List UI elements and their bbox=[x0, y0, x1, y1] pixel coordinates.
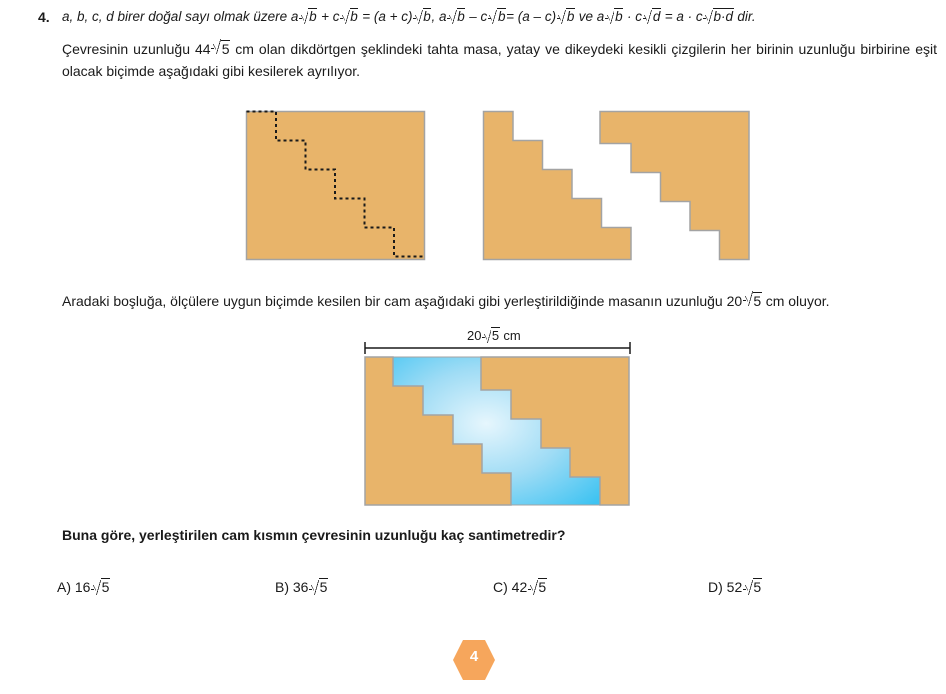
option-c[interactable]: C) 42 5 bbox=[493, 579, 547, 595]
page-number: 4 bbox=[469, 648, 479, 665]
table-with-cut-lines-figure bbox=[245, 110, 427, 262]
question-number: 4. bbox=[38, 9, 50, 25]
option-b[interactable]: B) 36 5 bbox=[275, 579, 328, 595]
table-with-glass-figure bbox=[362, 341, 634, 509]
measurement-arrow bbox=[365, 342, 630, 354]
premise-statement: a, b, c, d birer doğal sayı olmak üzere a b + c b = (a + c) b, a b – c b= (a – c) b ve a b · c d = a · c b·d dir. bbox=[62, 9, 756, 24]
problem-text: Çevresinin uzunluğu 44 5 cm olan dikdörtgen şeklindeki tahta masa, yatay ve dikeydeki kesikli çizgilerin her birinin uzunluğu birbirine eşit olacak biçimde aşağıdaki gibi kesilerek ayrılıyor. bbox=[62, 38, 937, 82]
option-d[interactable]: D) 52 5 bbox=[708, 579, 762, 595]
question-text: Buna göre, yerleştirilen cam kısmın çevresinin uzunluğu kaç santimetredir? bbox=[62, 527, 566, 543]
option-a[interactable]: A) 16 5 bbox=[57, 579, 110, 595]
measurement-label: 20 5 cm bbox=[467, 328, 521, 343]
separated-pieces-figure bbox=[482, 110, 752, 262]
problem-text-2: Aradaki boşluğa, ölçülere uygun biçimde kesilen bir cam aşağıdaki gibi yerleştirildiğinde masanın uzunluğu 20 5 cm oluyor. bbox=[62, 290, 937, 312]
